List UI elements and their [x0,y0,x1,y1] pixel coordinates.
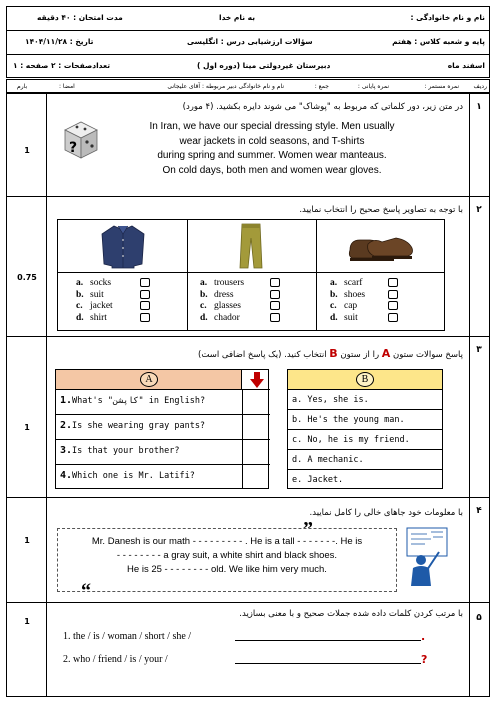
answer-line[interactable] [235,663,421,664]
grid-divider [187,220,188,330]
sentence-end-mark: . [421,630,426,643]
instruction-part: پاسخ سوالات ستون [392,350,463,360]
arrow-header [242,370,270,390]
option-letter: d. [200,312,208,323]
svg-text:?: ? [69,140,78,156]
option-checkbox[interactable] [270,290,280,299]
header-row-1 [7,7,489,31]
option-letter: b. [200,289,208,300]
answer-slot[interactable] [244,391,268,413]
question-score: 1 [24,617,30,626]
option-row[interactable] [200,278,280,290]
column-a-table [55,369,269,489]
grade-class: پایه و شعبه کلاس : هفتم [392,37,485,46]
questions-table [6,93,490,697]
question-instruction [198,347,463,360]
question-4 [7,498,489,603]
option-text: suit [344,312,358,323]
option-text: chador [214,312,240,323]
blank-line[interactable]: - - - - - - - - a gray suit, a white shirt and black shoes. [116,550,338,561]
answer-slot[interactable] [244,466,268,488]
picture-options-grid [57,219,445,331]
option-text: trousers [214,278,245,288]
option-row[interactable] [76,278,150,290]
option-row[interactable] [330,313,398,325]
signature-label: امضا : [59,83,75,90]
info-row [6,79,490,93]
column-b-item: a. Yes, she is. [288,390,442,410]
option-checkbox[interactable] [270,278,280,287]
scrambled-sentence [63,631,191,642]
header-row-3 [7,55,489,79]
option-text: scarf [344,278,363,288]
column-a-item [56,415,270,440]
option-group-2 [200,278,280,324]
fill-blank-box [57,528,397,592]
question-instruction: با مرتب کردن کلمات داده شده جملات صحیح و با معنی بسازید. [239,609,463,619]
option-row[interactable] [200,313,280,325]
item-number: 1. [60,395,73,406]
passage-line: wear jackets in cold seasons, and T-shirts [179,135,365,147]
score-column-label: بارم [17,83,28,90]
question-score: 0.75 [17,273,37,282]
teacher-label: نام و نام خانوادگی دبیر مربوطه : آقای علیجانی [167,83,284,90]
clothes-passage [107,120,437,178]
trousers-picture [236,222,266,270]
header-row-2 [7,31,489,55]
column-b-table [287,369,443,489]
option-row[interactable] [330,301,398,313]
option-checkbox[interactable] [270,313,280,322]
option-checkbox[interactable] [388,290,398,299]
continuous-score-label: نمره مستمر : [424,83,459,90]
answer-line[interactable] [235,640,421,641]
blank-line[interactable]: Mr. Danesh is our math - - - - - - - - - . He is a tall - - - - - - -. He is [91,536,363,547]
column-a-label: A [140,372,158,387]
question-number: ۱ [476,102,482,112]
option-letter: c. [200,301,207,311]
option-text: cap [344,301,358,311]
closing-quote-icon: ” [303,518,313,540]
exam-duration: مدت امتحان : ۴۰ دقیقه [37,13,123,22]
option-row[interactable] [200,290,280,302]
option-letter: d. [76,312,84,323]
option-letter: c. [76,301,83,311]
question-score: 1 [24,423,30,432]
row-label: ردیف [473,83,487,90]
column-a-ref: A [381,347,391,360]
option-text: glasses [214,301,241,311]
passage-line: In Iran, we have our special dressing style. Men usually [149,121,395,132]
option-row[interactable] [76,313,150,325]
column-a-header [56,370,242,390]
question-2 [7,197,489,337]
option-text: dress [214,289,234,300]
option-text: shoes [344,289,366,300]
option-letter: d. [330,312,338,323]
total-label: جمع : [314,83,329,90]
question-1 [7,94,489,197]
question-5 [7,603,489,698]
question-instruction: با توجه به تصاویر پاسخ صحیح را انتخاب نمایید. [299,205,463,215]
option-checkbox[interactable] [140,301,150,310]
question-instruction: در متن زیر، دور کلماتی که مربوط به "پوشاک" می شوند دایره بکشید. (۴ مورد) [182,102,463,112]
down-arrow-icon [250,372,264,388]
option-row[interactable] [76,301,150,313]
question-number: ۲ [476,205,482,215]
column-b-header [288,370,442,390]
column-b-ref: B [329,347,338,360]
column-b-item: d. A mechanic. [288,450,442,470]
option-letter: c. [330,301,337,311]
option-text: jacket [90,301,113,311]
exam-header [6,6,490,78]
option-checkbox[interactable] [388,313,398,322]
answer-slot[interactable] [244,441,268,463]
column-b-item: e. Jacket. [292,475,344,485]
passage-line: On cold days, both men and women wear gloves. [162,164,382,176]
scrambled-sentence [63,654,168,665]
column-b-label: B [356,372,374,387]
option-checkbox[interactable] [388,278,398,287]
question-number: ۴ [476,506,482,516]
option-letter: a. [200,278,208,288]
grid-divider [316,220,317,330]
sentence-end-mark: ? [421,653,428,666]
exam-title: سؤالات ارزشیابی درس : انگلیسی [187,37,313,46]
question-score: 1 [24,146,30,155]
option-row[interactable] [330,290,398,302]
option-checkbox[interactable] [140,278,150,287]
exam-date: تاریخ : ۱۴۰۴/۱۱/۲۸ [25,37,94,46]
option-row[interactable] [200,301,280,313]
bismillah: به نام خدا [219,13,256,22]
scrambled-words: 2. who / friend / is / your / [63,654,168,665]
shoes-picture [346,230,416,266]
question-score: 1 [24,536,30,545]
opening-quote-icon: “ [81,580,91,602]
instruction-part: را از ستون [340,350,380,360]
option-letter: b. [76,289,84,300]
option-letter: a. [76,278,84,288]
column-a-item [56,465,270,489]
option-checkbox[interactable] [388,301,398,310]
option-text: suit [90,289,104,300]
option-text: shirt [90,312,107,323]
instruction-part: انتخاب کنید. (یک پاسخ اضافی است) [198,350,327,360]
question-number: ۵ [476,613,482,623]
answer-slot[interactable] [244,416,268,438]
item-number: 3. [60,445,73,456]
option-row[interactable] [76,290,150,302]
option-letter: a. [330,278,338,288]
column-a-item [56,390,270,415]
page-count: تعدادصفحات : ۲ صفحه : ۱ [13,61,111,70]
item-text: Which one is Mr. Latifi? [72,471,195,481]
column-b-item: b. He's the young man. [288,410,442,430]
item-text: What's "کاپشن" in English? [72,396,206,406]
option-group-3 [330,278,398,324]
question-number: ۳ [476,345,482,355]
column-a-item [56,440,270,465]
school-name: دبیرستان غیردولتی مینا (دوره اول ) [197,61,331,70]
blank-line[interactable]: He is 25 - - - - - - - - old. We like him very much. [127,564,327,575]
item-text: Is that your brother? [72,446,180,456]
option-group-1 [76,278,150,324]
fill-blank-text [58,535,396,577]
option-text: socks [90,278,112,288]
shirt-picture [98,222,148,270]
option-checkbox[interactable] [140,290,150,299]
final-score-label: نمره پایانی : [357,83,389,90]
exam-month: اسفند ماه [447,61,485,70]
passage-line: during spring and summer. Women wear manteaus. [157,150,387,161]
question-instruction: با معلومات خود جاهای خالی را کامل نمایید. [309,508,463,518]
option-checkbox[interactable] [140,313,150,322]
question-dice-icon [61,118,101,162]
option-letter: b. [330,289,338,300]
item-text: Is she wearing gray pants? [72,421,206,431]
option-checkbox[interactable] [270,301,280,310]
grid-divider [58,272,444,273]
option-row[interactable] [330,278,398,290]
item-number: 4. [60,470,73,481]
column-b-item: c. No, he is my friend. [288,430,442,450]
item-number: 2. [60,420,73,431]
student-name-label: نام و نام خانوادگی : [410,13,485,22]
scrambled-words: 1. the / is / woman / short / she / [63,631,192,642]
question-3 [7,337,489,498]
teacher-illustration [405,526,449,588]
